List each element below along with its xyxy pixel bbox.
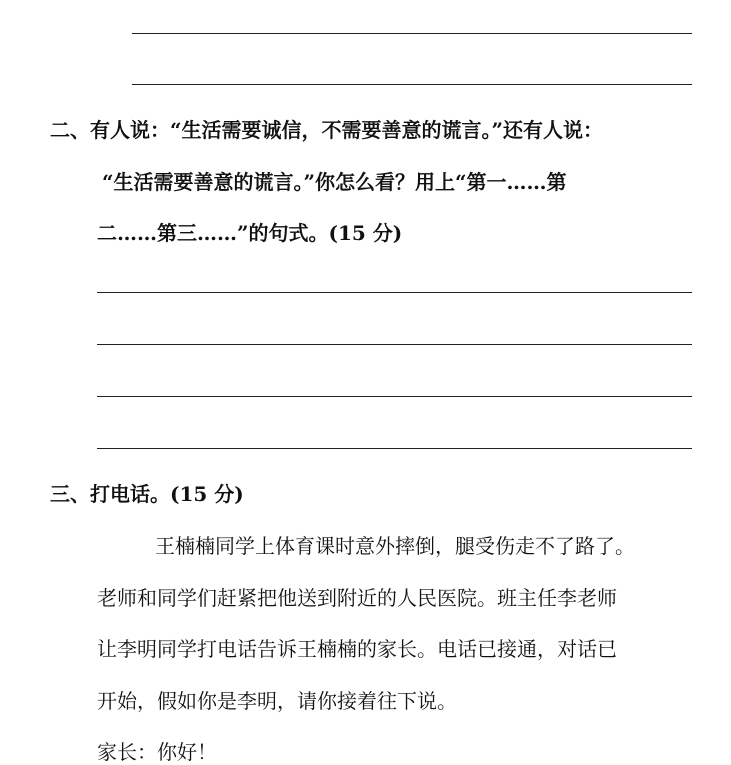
section2-title-line3: 二……第三……”的句式。(15 分) [97, 221, 403, 245]
section2-title-line1: 二、有人说：“生活需要诚信，不需要善意的谎言。”还有人说： [50, 118, 604, 142]
answer-line-section2-4[interactable] [97, 448, 692, 449]
section3-title: 三、打电话。(15 分) [50, 482, 244, 506]
answer-line-top-1[interactable] [132, 33, 692, 34]
section2-title-line2: “生活需要善意的谎言。”你怎么看？用上“第一……第 [102, 170, 567, 194]
section3-paragraph-line2: 老师和同学们赶紧把他送到附近的人民医院。班主任李老师 [97, 586, 617, 610]
answer-line-section2-1[interactable] [97, 292, 692, 293]
answer-line-top-2[interactable] [132, 84, 692, 85]
answer-line-section2-2[interactable] [97, 344, 692, 345]
section3-paragraph-line1: 王楠楠同学上体育课时意外摔倒，腿受伤走不了路了。 [155, 534, 635, 558]
answer-line-section2-3[interactable] [97, 396, 692, 397]
section3-paragraph-line3: 让李明同学打电话告诉王楠楠的家长。电话已接通，对话已 [97, 637, 617, 661]
section3-paragraph-line4: 开始，假如你是李明，请你接着往下说。 [97, 689, 457, 713]
dialogue-parent-line: 家长：你好！ [97, 740, 217, 764]
